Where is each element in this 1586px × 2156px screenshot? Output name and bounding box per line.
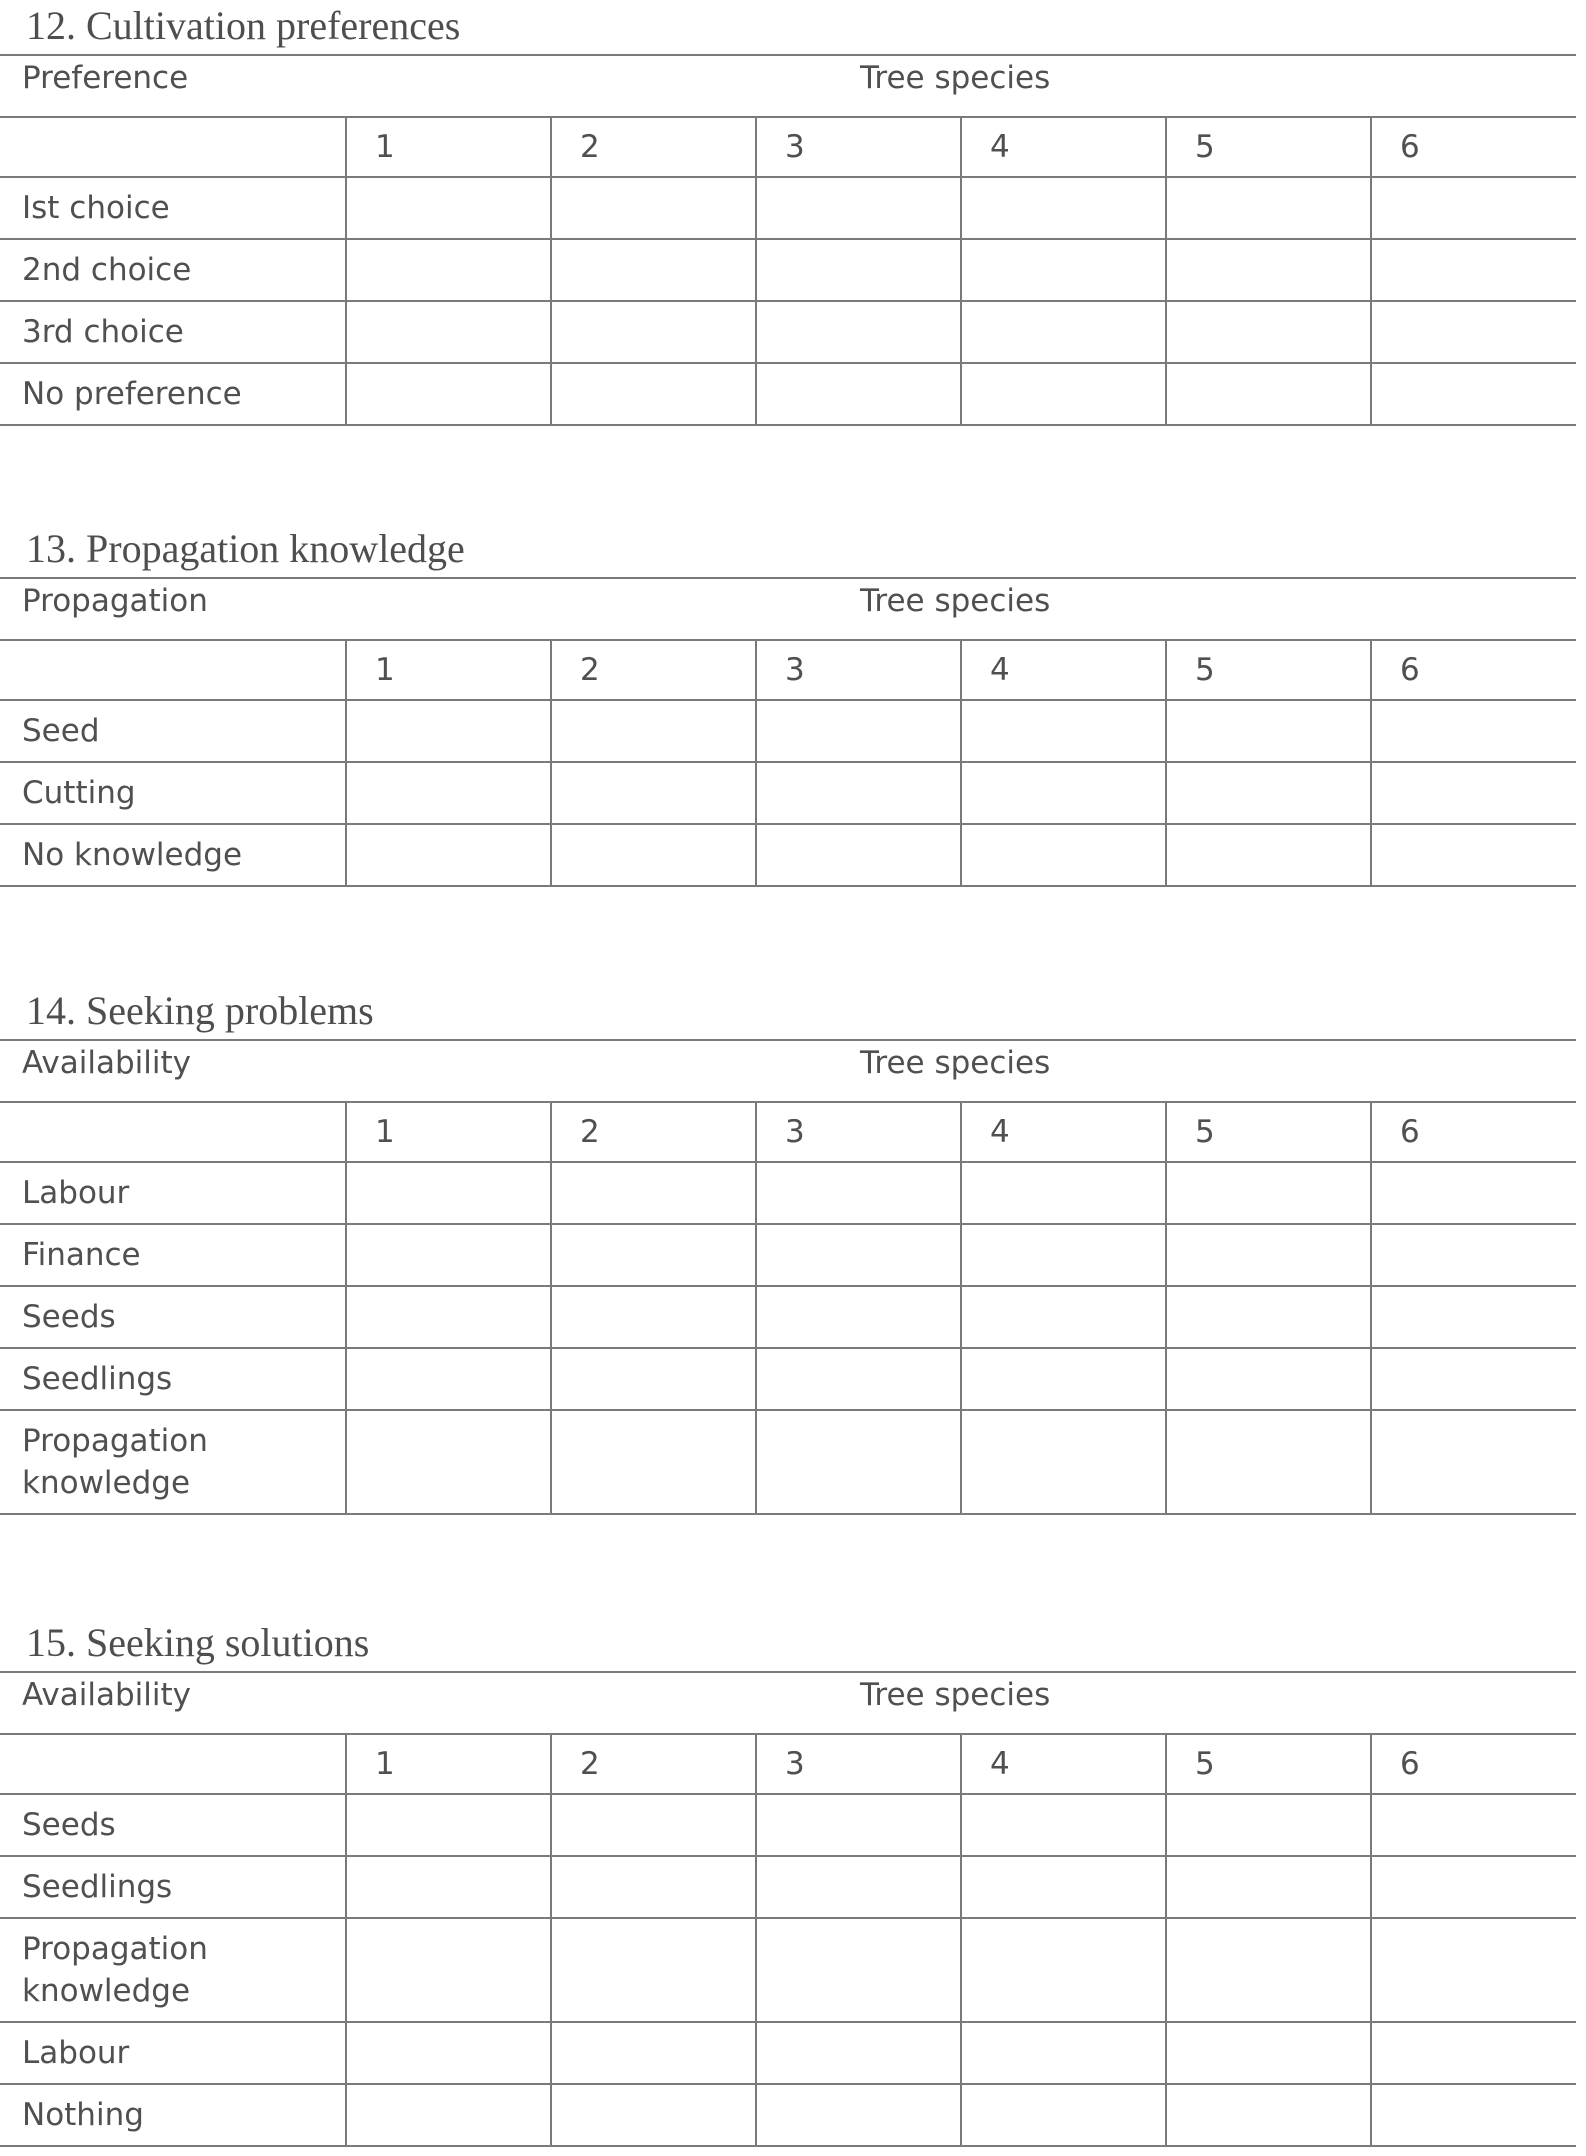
table-row (0, 762, 1576, 824)
species-number: 4 (961, 640, 1166, 700)
answer-cell[interactable] (551, 1918, 756, 2022)
species-number: 2 (551, 640, 756, 700)
table-header-row (0, 1672, 1576, 1734)
answer-cell[interactable] (346, 1348, 551, 1410)
answer-cell[interactable] (1371, 700, 1576, 762)
answer-cell[interactable] (1166, 1162, 1371, 1224)
answer-cell[interactable] (551, 2084, 756, 2146)
species-number-row (0, 1102, 1576, 1162)
row-header: Propagation (0, 578, 346, 640)
row-label: Labour (0, 1162, 346, 1224)
row-label: Cutting (0, 762, 346, 824)
table-row (0, 239, 1576, 301)
answer-cell[interactable] (756, 700, 961, 762)
species-number: 1 (346, 1734, 551, 1794)
answer-cell[interactable] (756, 177, 961, 239)
answer-cell[interactable] (961, 1918, 1166, 2022)
species-number: 5 (1166, 1102, 1371, 1162)
species-number: 4 (961, 117, 1166, 177)
row-label: Ist choice (0, 177, 346, 239)
row-label: No knowledge (0, 824, 346, 886)
answer-cell[interactable] (551, 301, 756, 363)
answer-cell[interactable] (551, 762, 756, 824)
row-label: Seedlings (0, 1856, 346, 1918)
answer-cell[interactable] (346, 762, 551, 824)
row-label: No preference (0, 363, 346, 425)
species-number: 2 (551, 1734, 756, 1794)
answer-cell[interactable] (961, 301, 1166, 363)
answer-cell[interactable] (551, 363, 756, 425)
species-number-row (0, 640, 1576, 700)
section-title: 15. Seeking solutions (26, 1620, 370, 1665)
answer-cell[interactable] (1371, 1348, 1576, 1410)
answer-cell[interactable] (551, 1162, 756, 1224)
answer-cell[interactable] (756, 1794, 961, 1856)
answer-cell[interactable] (756, 1162, 961, 1224)
answer-cell[interactable] (756, 1856, 961, 1918)
answer-cell[interactable] (961, 1348, 1166, 1410)
table-row (0, 2022, 1576, 2084)
answer-cell[interactable] (756, 1348, 961, 1410)
species-number: 2 (551, 1102, 756, 1162)
section-title: 12. Cultivation preferences (26, 3, 461, 48)
answer-cell[interactable] (1166, 177, 1371, 239)
species-number: 6 (1371, 117, 1576, 177)
answer-cell[interactable] (1166, 2022, 1371, 2084)
row-label: Seeds (0, 1794, 346, 1856)
table-row (0, 363, 1576, 425)
answer-cell[interactable] (346, 1162, 551, 1224)
answer-cell[interactable] (961, 762, 1166, 824)
answer-cell[interactable] (346, 177, 551, 239)
answer-cell[interactable] (961, 1224, 1166, 1286)
answer-cell[interactable] (551, 177, 756, 239)
table-row (0, 1918, 1576, 2022)
section-title: 13. Propagation knowledge (26, 526, 465, 571)
answer-cell[interactable] (1371, 301, 1576, 363)
table-row (0, 177, 1576, 239)
answer-cell[interactable] (756, 363, 961, 425)
answer-cell[interactable] (756, 239, 961, 301)
answer-cell[interactable] (1371, 1224, 1576, 1286)
answer-cell[interactable] (1371, 1410, 1576, 1514)
answer-cell[interactable] (961, 2084, 1166, 2146)
answer-cell[interactable] (1166, 1224, 1371, 1286)
answer-cell[interactable] (1371, 1918, 1576, 2022)
table-header-row (0, 55, 1576, 117)
row-label: Seeds (0, 1286, 346, 1348)
answer-cell[interactable] (1166, 239, 1371, 301)
row-label: Finance (0, 1224, 346, 1286)
answer-cell[interactable] (1166, 700, 1371, 762)
row-label: Propagation knowledge (0, 1918, 346, 2022)
species-number-row (0, 117, 1576, 177)
answer-cell[interactable] (1166, 301, 1371, 363)
answer-cell[interactable] (1166, 1348, 1371, 1410)
species-number: 6 (1371, 1734, 1576, 1794)
answer-cell[interactable] (1371, 177, 1576, 239)
answer-cell[interactable] (961, 2022, 1166, 2084)
answer-cell[interactable] (346, 1918, 551, 2022)
answer-cell[interactable] (756, 2084, 961, 2146)
answer-cell[interactable] (756, 1224, 961, 1286)
species-number: 3 (756, 117, 961, 177)
answer-cell[interactable] (961, 363, 1166, 425)
species-number-row (0, 1734, 1576, 1794)
answer-cell[interactable] (551, 1410, 756, 1514)
species-number: 1 (346, 117, 551, 177)
species-number: 5 (1166, 1734, 1371, 1794)
cultivation-preferences-table (0, 54, 1576, 426)
answer-cell[interactable] (346, 1286, 551, 1348)
answer-cell[interactable] (346, 301, 551, 363)
species-number: 3 (756, 1734, 961, 1794)
row-label: Nothing (0, 2084, 346, 2146)
table-header-row (0, 578, 1576, 640)
answer-cell[interactable] (1371, 2084, 1576, 2146)
answer-cell[interactable] (961, 1286, 1166, 1348)
answer-cell[interactable] (961, 1162, 1166, 1224)
answer-cell[interactable] (961, 239, 1166, 301)
answer-cell[interactable] (551, 1794, 756, 1856)
species-number: 3 (756, 640, 961, 700)
table-row (0, 301, 1576, 363)
answer-cell[interactable] (1371, 762, 1576, 824)
answer-cell[interactable] (1166, 762, 1371, 824)
answer-cell[interactable] (551, 1856, 756, 1918)
answer-cell[interactable] (1371, 239, 1576, 301)
row-header: Preference (0, 55, 346, 117)
answer-cell[interactable] (1166, 1410, 1371, 1514)
species-number: 2 (551, 117, 756, 177)
answer-cell[interactable] (346, 2084, 551, 2146)
section-title: 14. Seeking problems (26, 988, 374, 1033)
answer-cell[interactable] (1166, 1856, 1371, 1918)
table-row (0, 1348, 1576, 1410)
species-number: 1 (346, 640, 551, 700)
table-row (0, 1794, 1576, 1856)
answer-cell[interactable] (1371, 1794, 1576, 1856)
answer-cell[interactable] (961, 1794, 1166, 1856)
answer-cell[interactable] (346, 1224, 551, 1286)
table-row (0, 1162, 1576, 1224)
species-number: 1 (346, 1102, 551, 1162)
answer-cell[interactable] (756, 1918, 961, 2022)
answer-cell[interactable] (346, 1410, 551, 1514)
species-number: 3 (756, 1102, 961, 1162)
species-number: 6 (1371, 1102, 1576, 1162)
answer-cell[interactable] (756, 301, 961, 363)
column-header: Tree species (346, 1672, 1576, 1734)
answer-cell[interactable] (1166, 1918, 1371, 2022)
answer-cell[interactable] (1166, 363, 1371, 425)
table-row (0, 1856, 1576, 1918)
answer-cell[interactable] (756, 762, 961, 824)
answer-cell[interactable] (961, 177, 1166, 239)
answer-cell[interactable] (756, 2022, 961, 2084)
answer-cell[interactable] (346, 824, 551, 886)
answer-cell[interactable] (1166, 1286, 1371, 1348)
answer-cell[interactable] (551, 2022, 756, 2084)
answer-cell[interactable] (551, 1286, 756, 1348)
column-header: Tree species (346, 55, 1576, 117)
answer-cell[interactable] (346, 1794, 551, 1856)
answer-cell[interactable] (756, 824, 961, 886)
table-header-row (0, 1040, 1576, 1102)
row-label: 3rd choice (0, 301, 346, 363)
answer-cell[interactable] (961, 700, 1166, 762)
answer-cell[interactable] (551, 1348, 756, 1410)
answer-cell[interactable] (346, 239, 551, 301)
answer-cell[interactable] (1371, 1286, 1576, 1348)
table-row (0, 1410, 1576, 1514)
answer-cell[interactable] (551, 239, 756, 301)
answer-cell[interactable] (961, 1410, 1166, 1514)
species-number: 5 (1166, 117, 1371, 177)
answer-cell[interactable] (1371, 824, 1576, 886)
answer-cell[interactable] (961, 824, 1166, 886)
answer-cell[interactable] (1166, 1794, 1371, 1856)
species-number: 4 (961, 1102, 1166, 1162)
answer-cell[interactable] (1371, 1162, 1576, 1224)
row-label: 2nd choice (0, 239, 346, 301)
table-row (0, 2084, 1576, 2146)
column-header: Tree species (346, 1040, 1576, 1102)
row-label: Propagation knowledge (0, 1410, 346, 1514)
row-header: Availability (0, 1040, 346, 1102)
row-header: Availability (0, 1672, 346, 1734)
seeking-solutions-table (0, 1671, 1576, 2147)
table-row (0, 1286, 1576, 1348)
row-label: Labour (0, 2022, 346, 2084)
table-row (0, 824, 1576, 886)
answer-cell[interactable] (1166, 824, 1371, 886)
answer-cell[interactable] (1371, 1856, 1576, 1918)
answer-cell[interactable] (1166, 2084, 1371, 2146)
row-label: Seedlings (0, 1348, 346, 1410)
species-number: 4 (961, 1734, 1166, 1794)
answer-cell[interactable] (1371, 2022, 1576, 2084)
species-number: 5 (1166, 640, 1371, 700)
answer-cell[interactable] (551, 1224, 756, 1286)
propagation-knowledge-table (0, 577, 1576, 887)
seeking-problems-table (0, 1039, 1576, 1515)
column-header: Tree species (346, 578, 1576, 640)
answer-cell[interactable] (551, 824, 756, 886)
answer-cell[interactable] (346, 700, 551, 762)
row-label: Seed (0, 700, 346, 762)
answer-cell[interactable] (346, 2022, 551, 2084)
answer-cell[interactable] (346, 363, 551, 425)
answer-cell[interactable] (756, 1410, 961, 1514)
table-row (0, 1224, 1576, 1286)
species-number: 6 (1371, 640, 1576, 700)
answer-cell[interactable] (961, 1856, 1166, 1918)
answer-cell[interactable] (346, 1856, 551, 1918)
table-row (0, 700, 1576, 762)
answer-cell[interactable] (551, 700, 756, 762)
answer-cell[interactable] (1371, 363, 1576, 425)
answer-cell[interactable] (756, 1286, 961, 1348)
